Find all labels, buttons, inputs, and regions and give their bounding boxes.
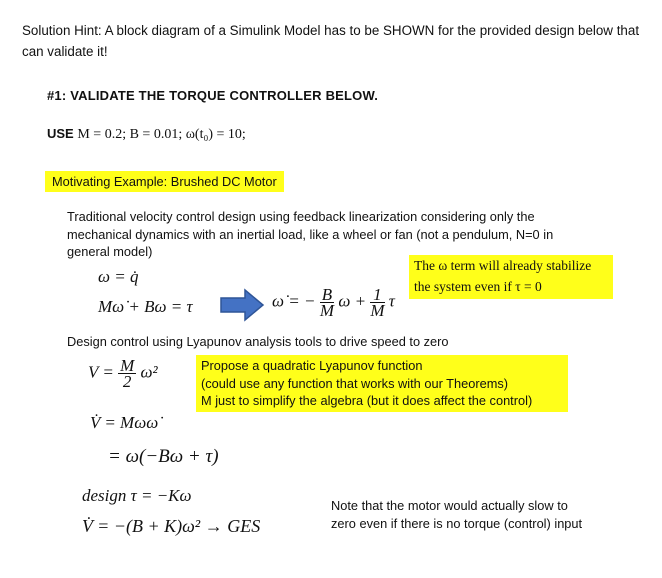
slide-title: Motivating Example: Brushed DC Motor: [45, 171, 284, 192]
note-omega-term: [409, 255, 613, 299]
frac-m: M: [120, 356, 135, 375]
note-lyap-line-2: (could use any function that works with our Theorems): [201, 375, 509, 391]
note-omega-line-2: the system even if τ = 0: [414, 279, 542, 294]
given-values-text: M = 0.2; B = 0.01; ω(t₀) = 10;: [77, 127, 246, 142]
eq-result-lhs: ω̇ = −: [272, 291, 316, 311]
frac-1: 1: [370, 287, 384, 303]
given-values: [47, 126, 246, 143]
eq-vdot-expanded: = ω(−Bω + τ): [108, 446, 219, 467]
lyap-v-rhs: ω²: [140, 362, 158, 382]
eq-result-mid: ω +: [338, 291, 367, 311]
eq-omega-q: ω = q̇: [98, 267, 139, 286]
problem-heading: #1: VALIDATE THE TORQUE CONTROLLER BELOW.: [47, 88, 379, 103]
eq-result-tau: τ: [388, 291, 395, 311]
frac-b: B: [321, 285, 333, 304]
note-motor-slow: Note that the motor would actually slow to zero even if there is no torque (control) input: [331, 498, 583, 531]
eq-dynamics: Mω̇ + Bω = τ: [98, 297, 193, 316]
frac-1-over-m: [370, 287, 384, 318]
use-label: USE: [47, 126, 74, 141]
note-lyapunov: [196, 355, 568, 412]
eq-vdot: V̇ = Mωω̇: [90, 413, 159, 432]
solution-hint: Solution Hint: A block diagram of a Simulink Model has to be SHOWN for the provided design below that can validate it!: [22, 23, 640, 59]
frac-2: 2: [122, 372, 132, 391]
frac-m2: M: [370, 301, 385, 320]
lyap-v-lhs: V =: [88, 362, 114, 382]
note-lyap-line-1: Propose a quadratic Lyapunov function: [201, 358, 423, 373]
intro-paragraph: Traditional velocity control design using feedback linearization considering only the mechanical dynamics with an inertial load, like a wheel or fan (not a pendulum, N=0 in general model): [67, 209, 554, 259]
frac-m-over-2: [118, 358, 136, 389]
frac-b-over-m: [320, 287, 334, 318]
eq-design-tau: design τ = −Kω: [82, 486, 192, 505]
right-arrow-icon: [219, 288, 265, 322]
design-control-line: Design control using Lyapunov analysis tools to drive speed to zero: [67, 334, 449, 349]
frac-m1: M: [319, 301, 334, 320]
note-omega-line-1: The ω term will already stabilize: [414, 258, 592, 273]
eq-final-ges: V̇ = −(B + K)ω² → GES: [82, 516, 261, 536]
note-lyap-line-3: M just to simplify the algebra (but it does affect the control): [201, 393, 533, 408]
eq-lyapunov-v: [88, 358, 158, 389]
eq-result: [272, 287, 395, 318]
